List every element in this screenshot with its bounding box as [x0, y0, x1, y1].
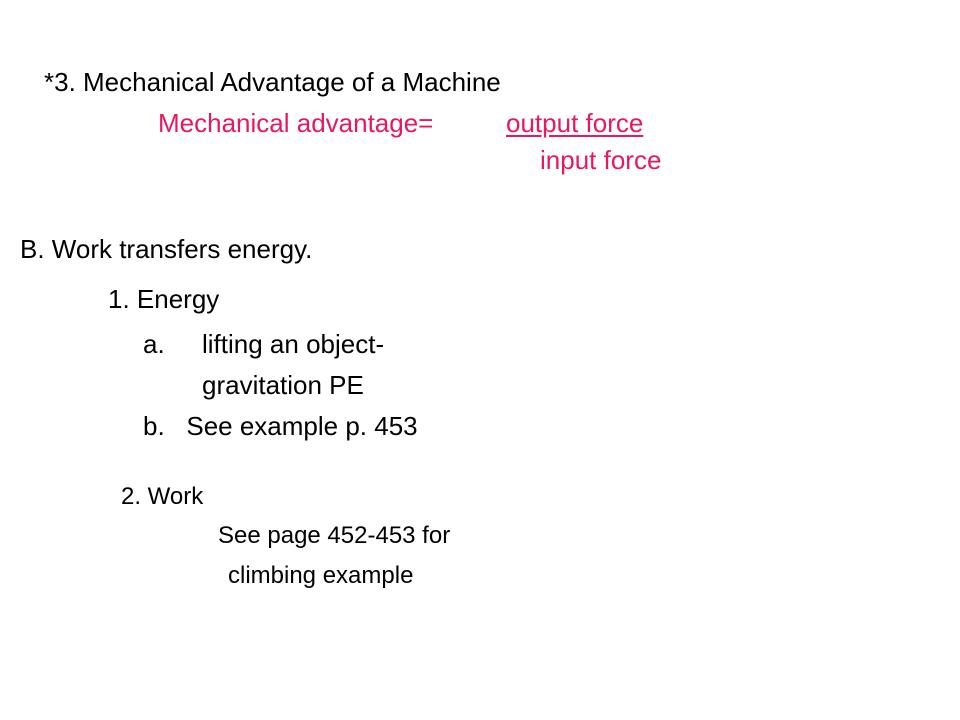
sub-item-a-marker: a.: [143, 329, 165, 359]
formula-denominator: input force: [540, 145, 662, 175]
formula-numerator: output force: [506, 108, 644, 138]
formula-label: Mechanical advantage=: [158, 108, 434, 138]
heading-mechanical-advantage: *3. Mechanical Advantage of a Machine: [44, 67, 501, 97]
item-work-label: 2. Work: [121, 483, 204, 510]
item-work-line2: climbing example: [228, 562, 414, 589]
sub-item-a-line1: lifting an object-: [202, 329, 385, 359]
heading-work-transfers-energy: B. Work transfers energy.: [20, 234, 313, 264]
sub-item-a-line2: gravitation PE: [202, 370, 364, 400]
item-work-line1: See page 452-453 for: [218, 522, 451, 549]
sub-item-b: b. See example p. 453: [143, 411, 418, 441]
item-energy-label: 1. Energy: [108, 284, 220, 314]
